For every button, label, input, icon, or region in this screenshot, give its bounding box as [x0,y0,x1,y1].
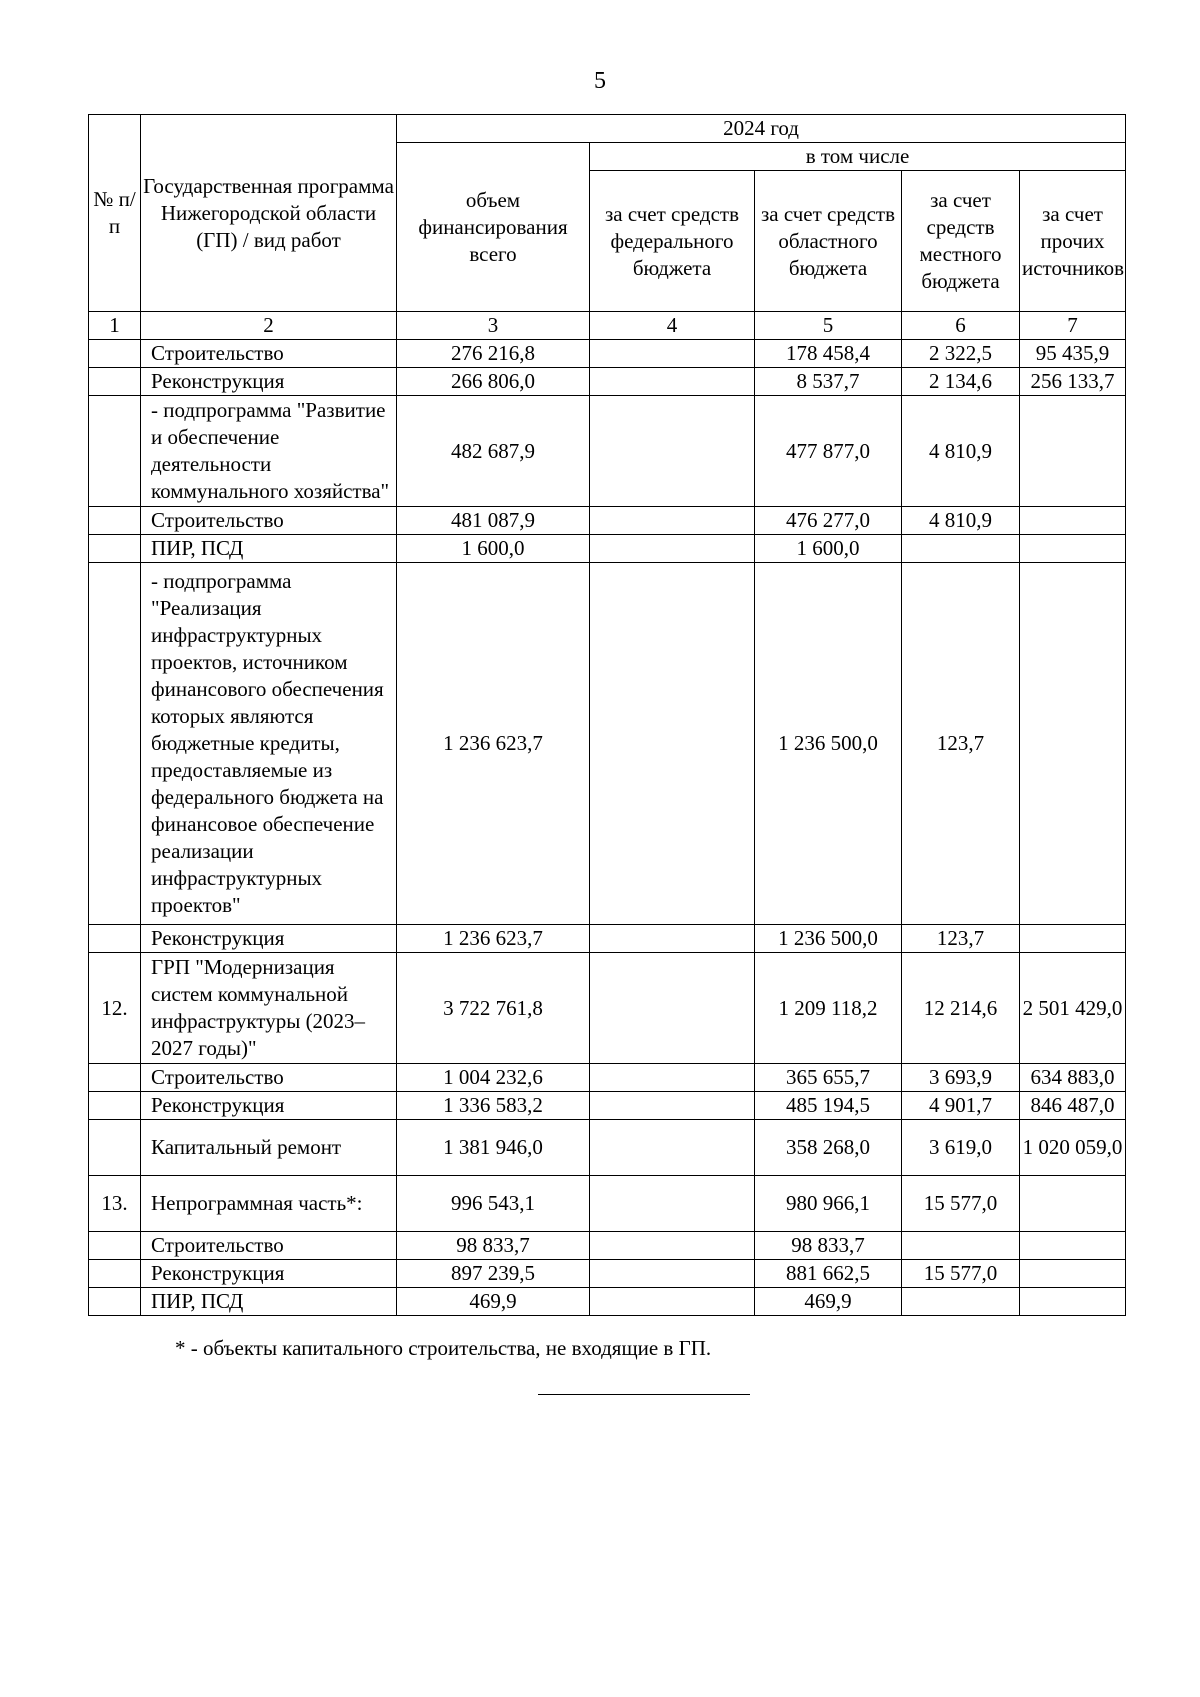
table-row [89,340,1126,368]
row-number [89,1120,141,1176]
header-regional: за счет средств областного бюджета [755,171,902,312]
cell-total: 469,9 [397,1288,590,1316]
cell-total: 1 236 623,7 [397,563,590,925]
cell-regional: 98 833,7 [755,1232,902,1260]
cell-other [1020,925,1126,953]
cell-total: 996 543,1 [397,1176,590,1232]
cell-other: 256 133,7 [1020,368,1126,396]
cell-federal [590,340,755,368]
cell-other [1020,396,1126,507]
cell-regional: 1 600,0 [755,535,902,563]
col-number: 2 [141,312,397,340]
cell-other: 846 487,0 [1020,1092,1126,1120]
row-number: 12. [89,953,141,1064]
table-row [89,1120,1126,1176]
col-number: 6 [902,312,1020,340]
cell-federal [590,396,755,507]
cell-local: 2 134,6 [902,368,1020,396]
table-row [89,1232,1126,1260]
cell-local: 3 619,0 [902,1120,1020,1176]
cell-federal [590,1232,755,1260]
cell-total: 1 004 232,6 [397,1064,590,1092]
cell-regional: 485 194,5 [755,1092,902,1120]
cell-regional: 881 662,5 [755,1260,902,1288]
cell-total: 1 600,0 [397,535,590,563]
table-row [89,1092,1126,1120]
table-row [89,507,1126,535]
col-number: 3 [397,312,590,340]
header-including: в том числе [590,143,1126,171]
row-number [89,1288,141,1316]
row-number [89,535,141,563]
cell-federal [590,1092,755,1120]
cell-federal [590,1260,755,1288]
cell-federal [590,368,755,396]
header-num: № п/ п [89,115,141,312]
footnote: * - объекты капитального строительства, не входящие в ГП. [175,1336,712,1360]
row-number [89,507,141,535]
row-name: Непрограммная часть*: [141,1176,397,1232]
cell-total: 3 722 761,8 [397,953,590,1064]
cell-local [902,1288,1020,1316]
cell-local: 12 214,6 [902,953,1020,1064]
page-number: 5 [594,68,606,94]
row-name: ГРП "Модернизация систем коммунальной инфраструктуры (2023–2027 годы)" [141,953,397,1064]
cell-federal [590,953,755,1064]
cell-other: 1 020 059,0 [1020,1120,1126,1176]
cell-regional: 365 655,7 [755,1064,902,1092]
cell-other: 634 883,0 [1020,1064,1126,1092]
cell-regional: 8 537,7 [755,368,902,396]
row-name: ПИР, ПСД [141,535,397,563]
cell-other [1020,1260,1126,1288]
row-name: Строительство [141,507,397,535]
cell-regional: 1 209 118,2 [755,953,902,1064]
table-row [89,1288,1126,1316]
cell-regional: 980 966,1 [755,1176,902,1232]
cell-total: 897 239,5 [397,1260,590,1288]
cell-federal [590,925,755,953]
cell-local [902,1232,1020,1260]
row-name: - подпрограмма "Развитие и обеспечение деятельности коммунального хозяйства" [141,396,397,507]
row-number [89,563,141,925]
row-number [89,1092,141,1120]
cell-other: 95 435,9 [1020,340,1126,368]
cell-local [902,535,1020,563]
cell-local: 123,7 [902,925,1020,953]
row-number [89,340,141,368]
cell-local: 15 577,0 [902,1176,1020,1232]
table-row [89,1260,1126,1288]
cell-total: 482 687,9 [397,396,590,507]
table-row [89,368,1126,396]
header-program: Государственная программа Нижегородской области (ГП) / вид работ [141,115,397,312]
row-name: - подпрограмма "Реализация инфраструктурных проектов, источником финансового обеспечения которых являются бюджетные кредиты, предоставляемые из федерального бюджета на финансовое обеспечение реализации инфраструктурных проектов" [141,563,397,925]
col-number: 7 [1020,312,1126,340]
cell-other [1020,535,1126,563]
cell-regional: 1 236 500,0 [755,925,902,953]
cell-federal [590,1288,755,1316]
cell-local: 4 810,9 [902,507,1020,535]
row-number [89,368,141,396]
row-number [89,1064,141,1092]
cell-other: 2 501 429,0 [1020,953,1126,1064]
cell-regional: 477 877,0 [755,396,902,507]
row-name: Реконструкция [141,925,397,953]
table-row [89,1176,1126,1232]
table-row [89,953,1126,1064]
row-name: Строительство [141,1064,397,1092]
cell-regional: 178 458,4 [755,340,902,368]
header-other: за счет прочих источников [1020,171,1126,312]
cell-regional: 358 268,0 [755,1120,902,1176]
row-name: Реконструкция [141,1092,397,1120]
cell-federal [590,1176,755,1232]
cell-local: 2 322,5 [902,340,1020,368]
cell-other [1020,563,1126,925]
cell-total: 98 833,7 [397,1232,590,1260]
row-name: Строительство [141,340,397,368]
budget-table [88,114,1126,1316]
row-name: Реконструкция [141,368,397,396]
cell-local: 123,7 [902,563,1020,925]
row-number: 13. [89,1176,141,1232]
cell-local: 4 901,7 [902,1092,1020,1120]
cell-local: 15 577,0 [902,1260,1020,1288]
col-number: 5 [755,312,902,340]
header-federal: за счет средств федерального бюджета [590,171,755,312]
table-row [89,1064,1126,1092]
cell-total: 1 381 946,0 [397,1120,590,1176]
cell-other [1020,1176,1126,1232]
row-name: ПИР, ПСД [141,1288,397,1316]
header-total: объем финансирования всего [397,143,590,312]
col-number: 4 [590,312,755,340]
cell-federal [590,1064,755,1092]
cell-regional: 476 277,0 [755,507,902,535]
row-number [89,396,141,507]
cell-other [1020,1288,1126,1316]
table-row [89,925,1126,953]
table-row [89,535,1126,563]
cell-total: 266 806,0 [397,368,590,396]
row-name: Капитальный ремонт [141,1120,397,1176]
cell-other [1020,1232,1126,1260]
cell-total: 276 216,8 [397,340,590,368]
cell-regional: 469,9 [755,1288,902,1316]
col-number: 1 [89,312,141,340]
cell-total: 481 087,9 [397,507,590,535]
table-row [89,563,1126,925]
row-number [89,925,141,953]
cell-regional: 1 236 500,0 [755,563,902,925]
cell-total: 1 236 623,7 [397,925,590,953]
cell-total: 1 336 583,2 [397,1092,590,1120]
cell-federal [590,535,755,563]
cell-federal [590,563,755,925]
cell-federal [590,1120,755,1176]
row-name: Строительство [141,1232,397,1260]
cell-federal [590,507,755,535]
end-divider [538,1394,750,1395]
cell-local: 3 693,9 [902,1064,1020,1092]
row-number [89,1260,141,1288]
cell-local: 4 810,9 [902,396,1020,507]
header-year: 2024 год [397,115,1126,143]
row-name: Реконструкция [141,1260,397,1288]
table-row [89,396,1126,507]
row-number [89,1232,141,1260]
header-local: за счет средств местного бюджета [902,171,1020,312]
cell-other [1020,507,1126,535]
